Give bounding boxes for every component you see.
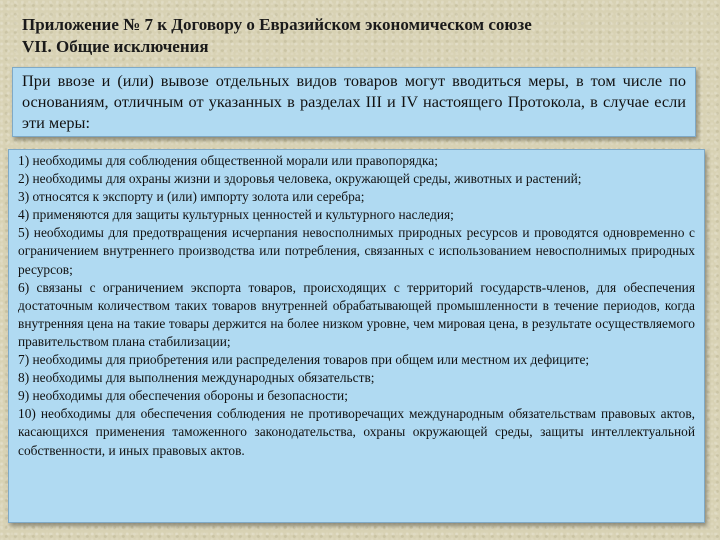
list-item: 6) связаны с ограничением экспорта товаров, происходящих с территорий государств-членов, для обеспечения достаточным количеством таких товаров внутренней обрабатывающей промышленности в течение периодов, когда внутренняя цена на такие товары держится на более низком уровне, чем мировая цена, в результате осуществляемого правительством плана стабилизации; [18,279,695,349]
exceptions-list-box [8,149,705,523]
list-item: 2) необходимы для охраны жизни и здоровья человека, окружающей среды, животных и растений; [18,171,582,187]
document-title: Приложение № 7 к Договору о Евразийском экономическом союзе [22,15,532,34]
list-item: 5) необходимы для предотвращения исчерпания невосполнимых природных ресурсов и проводятся одновременно с ограничением внутреннего производства или потребления, связанных с использованием невосполнимых природных ресурсов; [18,225,695,277]
list-item: 3) относятся к экспорту и (или) импорту золота или серебра; [18,189,365,205]
document-heading [22,14,702,58]
list-item: 7) необходимы для приобретения или распределения товаров при общем или местном их дефиците; [18,352,590,368]
list-item: 4) применяются для защиты культурных ценностей и культурного наследия; [18,207,454,223]
intro-paragraph: При ввозе и (или) вывозе отдельных видов товаров могут вводиться меры, в том числе по основаниям, отличным от указанных в разделах III и IV настоящего Протокола, в случае если эти меры: [22,71,686,132]
list-item: 9) необходимы для обеспечения обороны и безопасности; [18,388,348,404]
list-item: 8) необходимы для выполнения международных обязательств; [18,370,375,386]
list-item: 10) необходимы для обеспечения соблюдения не противоречащих международным обязательствам правовых актов, касающихся применения таможенного законодательства, охраны окружающей среды, защиты интеллектуальной собственности, и иных правовых актов. [18,406,695,458]
list-item: 1) необходимы для соблюдения общественной морали или правопорядка; [18,153,438,168]
section-title: VII. Общие исключения [22,37,209,56]
intro-text-box [12,67,696,137]
